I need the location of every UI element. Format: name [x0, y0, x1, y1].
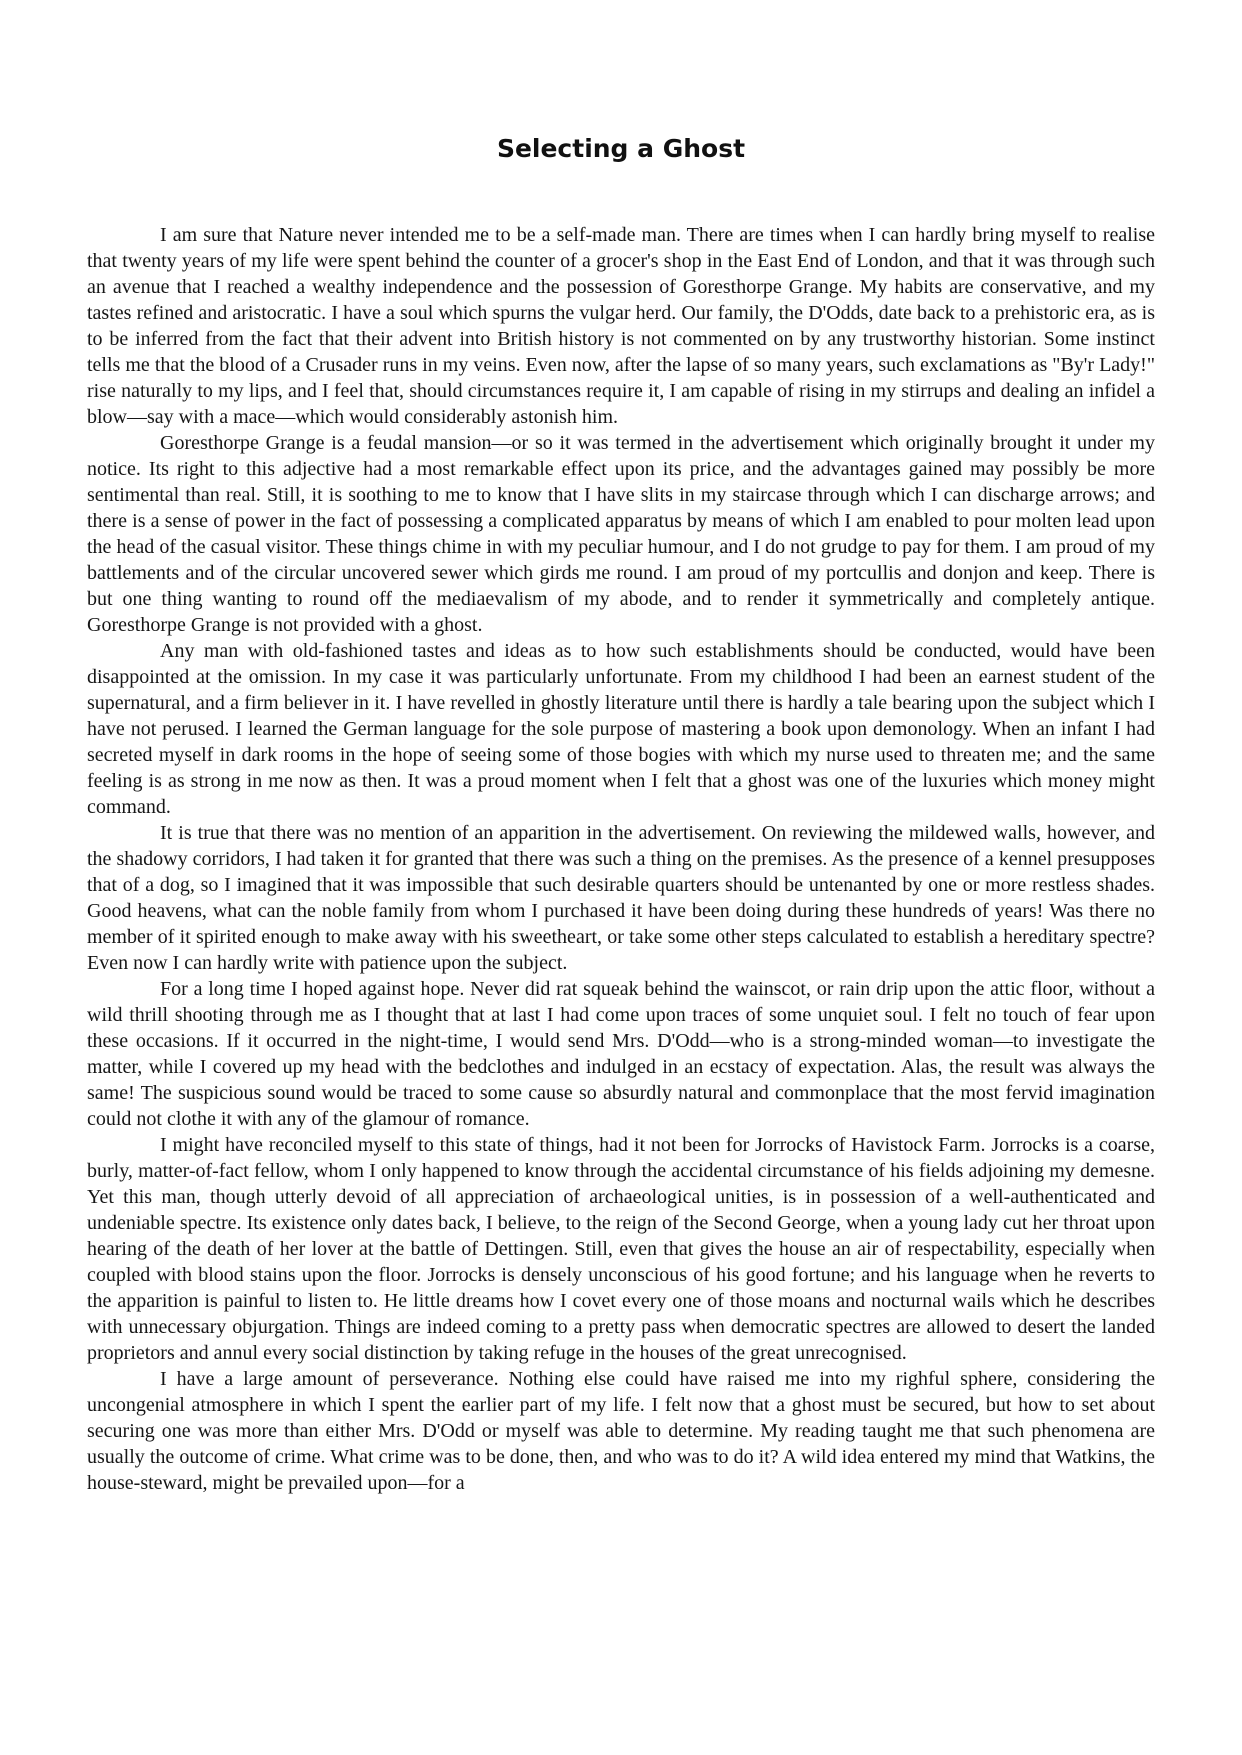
- page-title: Selecting a Ghost: [496, 134, 746, 163]
- paragraph: I might have reconciled myself to this state of things, had it not been for Jorrocks of Havistock Farm. Jorrocks is a coarse, burly, matter-of-fact fellow, whom I only happened to know through the accidental circumstance of his fields adjoining my demesne. Yet this man, though utterly devoid of all appreciation of archaeological unities, is in possession of a well-authenticated and undeniable spectre. Its existence only dates back, I believe, to the reign of the Second George, when a young lady cut her throat upon hearing of the death of her lover at the battle of Dettingen. Still, even that gives the house an air of respectability, especially when coupled with blood stains upon the floor. Jorrocks is densely unconscious of his good fortune; and his language when he reverts to the apparition is painful to listen to. He little dreams how I covet every one of those moans and nocturnal wails which he describes with unnecessary objurgation. Things are indeed coming to a pretty pass when democratic spectres are allowed to desert the landed proprietors and annul every social distinction by taking refuge in the houses of the great unrecognised.: [87, 1134, 1155, 1364]
- paragraph: Any man with old-fashioned tastes and ideas as to how such establishments should be conducted, would have been disappointed at the omission. In my case it was particularly unfortunate. From my childhood I had been an earnest student of the supernatural, and a firm believer in it. I have revelled in ghostly literature until there is hardly a tale bearing upon the subject which I have not perused. I learned the German language for the sole purpose of mastering a book upon demonology. When an infant I had secreted myself in dark rooms in the hope of seeing some of those bogies with which my nurse used to threaten me; and the same feeling is as strong in me now as then. It was a proud moment when I felt that a ghost was one of the luxuries which money might command.: [87, 640, 1155, 818]
- story-body: [87, 222, 1155, 1755]
- paragraph: It is true that there was no mention of an apparition in the advertisement. On reviewing the mildewed walls, however, and the shadowy corridors, I had taken it for granted that there was such a thing on the premises. As the presence of a kennel presupposes that of a dog, so I imagined that it was impossible that such desirable quarters should be untenanted by one or more restless shades. Good heavens, what can the noble family from whom I purchased it have been doing during these hundreds of years! Was there no member of it spirited enough to make away with his sweetheart, or take some other steps calculated to establish a hereditary spectre? Even now I can hardly write with patience upon the subject.: [87, 822, 1155, 974]
- paragraph: I have a large amount of perseverance. Nothing else could have raised me into my righful sphere, considering the uncongenial atmosphere in which I spent the earlier part of my life. I felt now that a ghost must be secured, but how to set about securing one was more than either Mrs. D'Odd or myself was able to determine. My reading taught me that such phenomena are usually the outcome of crime. What crime was to be done, then, and who was to do it? A wild idea entered my mind that Watkins, the house-steward, might be prevailed upon—for a: [87, 1368, 1155, 1494]
- paragraph: Goresthorpe Grange is a feudal mansion—or so it was termed in the advertisement which originally brought it under my notice. Its right to this adjective had a most remarkable effect upon its price, and the advantages gained may possibly be more sentimental than real. Still, it is soothing to me to know that I have slits in my staircase through which I can discharge arrows; and there is a sense of power in the fact of possessing a complicated apparatus by means of which I am enabled to pour molten lead upon the head of the casual visitor. These things chime in with my peculiar humour, and I do not grudge to pay for them. I am proud of my battlements and of the circular uncovered sewer which girds me round. I am proud of my portcullis and donjon and keep. There is but one thing wanting to round off the mediaevalism of my abode, and to render it symmetrically and completely antique. Goresthorpe Grange is not provided with a ghost.: [87, 432, 1155, 636]
- paragraph: I am sure that Nature never intended me to be a self-made man. There are times when I can hardly bring myself to realise that twenty years of my life were spent behind the counter of a grocer's shop in the East End of London, and that it was through such an avenue that I reached a wealthy independence and the possession of Goresthorpe Grange. My habits are conservative, and my tastes refined and aristocratic. I have a soul which spurns the vulgar herd. Our family, the D'Odds, date back to a prehistoric era, as is to be inferred from the fact that their advent into British history is not commented on by any trustworthy historian. Some instinct tells me that the blood of a Crusader runs in my veins. Even now, after the lapse of so many years, such exclamations as "By'r Lady!" rise naturally to my lips, and I feel that, should circumstances require it, I am capable of rising in my stirrups and dealing an infidel a blow—say with a mace—which would considerably astonish him.: [87, 224, 1155, 428]
- paragraph: For a long time I hoped against hope. Never did rat squeak behind the wainscot, or rain drip upon the attic floor, without a wild thrill shooting through me as I thought that at last I had come upon traces of some unquiet soul. I felt no touch of fear upon these occasions. If it occurred in the night-time, I would send Mrs. D'Odd—who is a strong-minded woman—to investigate the matter, while I covered up my head with the bedclothes and indulged in an ecstacy of expectation. Alas, the result was always the same! The suspicious sound would be traced to some cause so absurdly natural and commonplace that the most fervid imagination could not clothe it with any of the glamour of romance.: [87, 978, 1155, 1130]
- document-page: [87, 0, 1155, 1755]
